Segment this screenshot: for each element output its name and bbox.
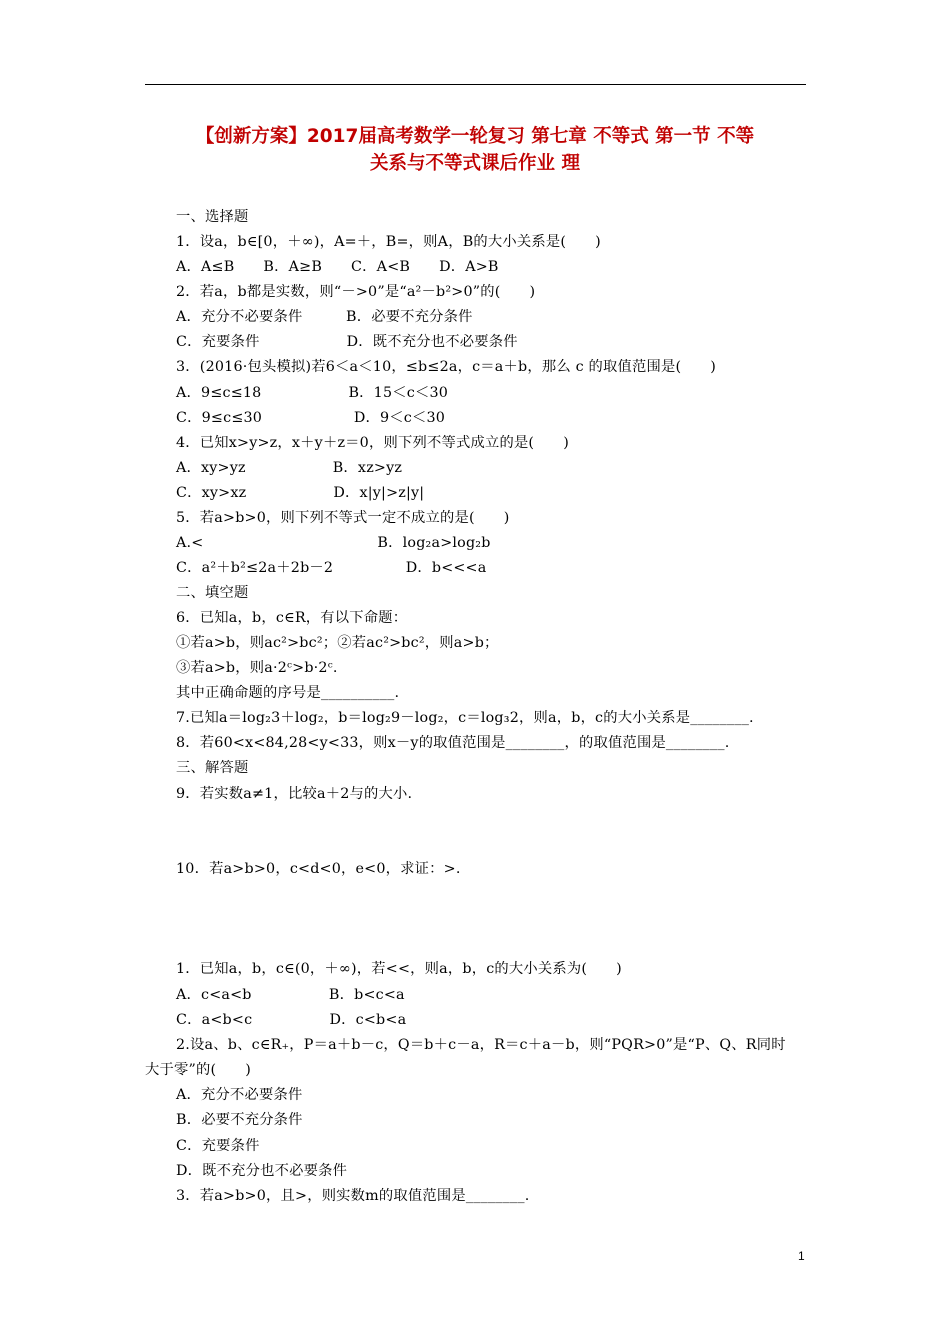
text-line: A．充分不必要条件 B．必要不充分条件 xyxy=(176,309,473,325)
text-line: C．充要条件 xyxy=(176,1138,260,1154)
text-line: 4．已知x>y>z，x＋y＋z＝0，则下列不等式成立的是( ) xyxy=(176,435,569,451)
text-line: C．xy>xz D．x|y|>z|y| xyxy=(176,485,425,501)
text-line: A．充分不必要条件 xyxy=(176,1087,303,1103)
text-line: 3．若a>b>0，且>，则实数m的取值范围是________. xyxy=(176,1188,530,1204)
text-line: A．9≤c≤18 B．15＜c＜30 xyxy=(176,385,449,401)
text-line: ①若a>b，则ac²>bc²；②若ac²>bc²，则a>b； xyxy=(176,635,499,651)
text-line: C．a<b<c D．c<b<a xyxy=(176,1012,407,1028)
document-title xyxy=(140,123,810,177)
text-line: 其中正确命题的序号是__________. xyxy=(176,685,400,701)
text-line: 7.已知a＝log₂3＋log₂，b＝log₂9－log₂，c＝log₃2，则a，b，c的大小关系是________. xyxy=(176,710,754,726)
text-line: 二、填空题 xyxy=(176,585,249,601)
text-line: 大于零”的( ) xyxy=(145,1062,252,1078)
text-line: 10．若a>b>0，c<d<0，e<0，求证：>. xyxy=(176,861,461,877)
text-line: 2.设a、b、c∈R₊，P＝a＋b－c，Q＝b＋c－a，R＝c＋a－b，则“PQR>0”是“P、Q、R同时 xyxy=(176,1037,786,1053)
text-line: D．既不充分也不必要条件 xyxy=(176,1163,348,1179)
text-line: C．a²＋b²≤2a＋2b－2 D．b<<<a xyxy=(176,560,487,576)
text-line: C．9≤c≤30 D．9＜c＜30 xyxy=(176,410,446,426)
header-rule xyxy=(145,84,806,85)
text-line: 3．(2016·包头模拟)若6＜a＜10，≤b≤2a，c＝a＋b，那么 c 的取值范围是( ) xyxy=(176,359,717,375)
text-line: 1．设a，b∈[0，＋∞)，A=＋，B=，则A，B的大小关系是( ) xyxy=(176,234,601,250)
page-number: 1 xyxy=(798,1249,805,1263)
text-line: 6．已知a，b，c∈R，有以下命题： xyxy=(176,610,408,626)
text-line: 三、解答题 xyxy=(176,760,249,776)
text-line: A．xy>yz B．xz>yz xyxy=(176,460,403,476)
text-line: A．c<a<b B．b<c<a xyxy=(176,987,405,1003)
text-line: ③若a>b，则a·2ᶜ>b·2ᶜ. xyxy=(176,660,338,676)
text-line: 一、选择题 xyxy=(176,209,249,225)
text-line: A．A≤B B．A≥B C．A<B D．A>B xyxy=(176,259,499,275)
text-line: C．充要条件 D．既不充分也不必要条件 xyxy=(176,334,518,350)
text-line: A.< B．log₂a>log₂b xyxy=(176,535,491,551)
text-line: 1．已知a，b，c∈(0，＋∞)，若<<，则a，b，c的大小关系为( ) xyxy=(176,961,622,977)
text-line: 9．若实数a≠1，比较a＋2与的大小. xyxy=(176,786,413,802)
text-line: B．必要不充分条件 xyxy=(176,1112,303,1128)
title-line-1: 【创新方案】2017届高考数学一轮复习 第七章 不等式 第一节 不等 xyxy=(195,126,755,147)
text-line: 8．若60<x<84,28<y<33，则x－y的取值范围是________，的取值范围是________. xyxy=(176,735,730,751)
text-line: 5．若a>b>0，则下列不等式一定不成立的是( ) xyxy=(176,510,510,526)
text-line: 2．若a，b都是实数，则“－>0”是“a²－b²>0”的( ) xyxy=(176,284,536,300)
title-line-2: 关系与不等式课后作业 理 xyxy=(370,153,580,174)
